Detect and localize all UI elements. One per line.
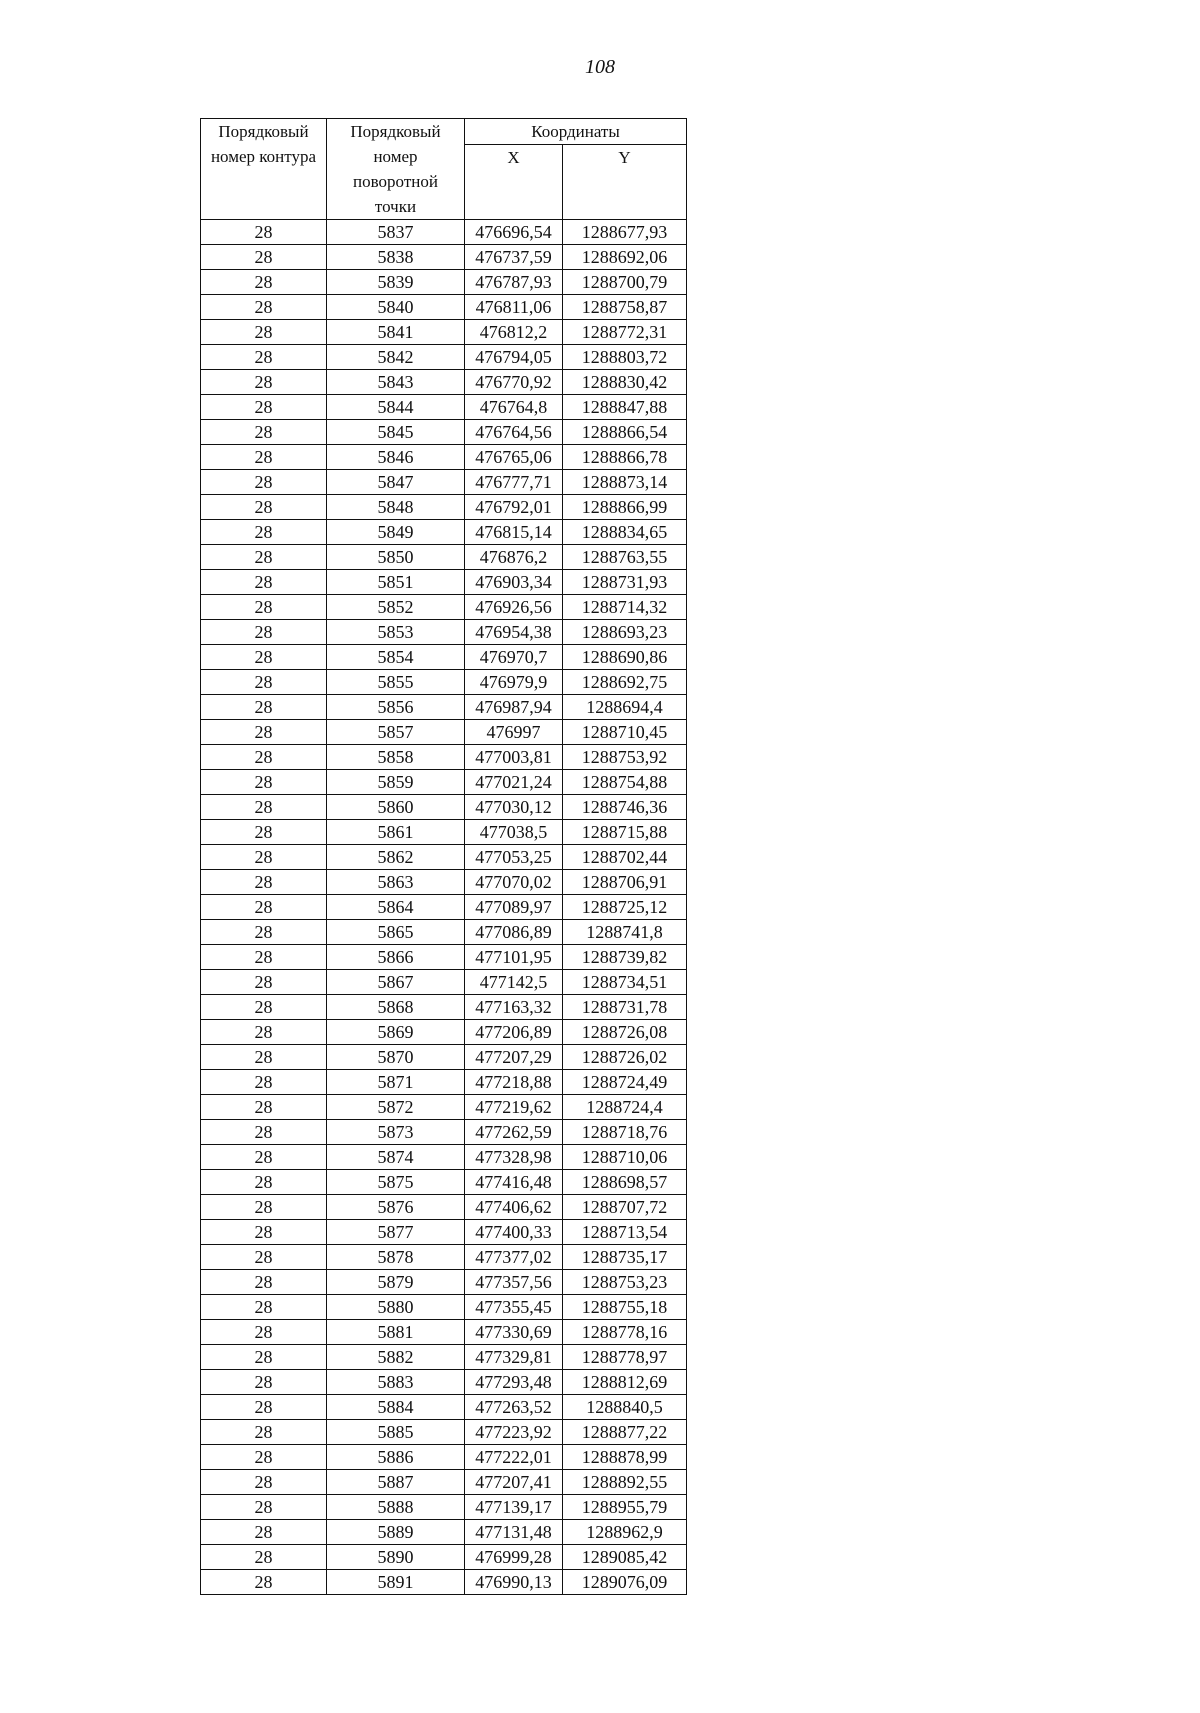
cell-y: 1288878,99 <box>563 1445 687 1470</box>
cell-x: 477219,62 <box>465 1095 563 1120</box>
table-row <box>201 570 687 595</box>
cell-point-number: 5865 <box>327 920 465 945</box>
cell-x: 477328,98 <box>465 1145 563 1170</box>
cell-contour-number: 28 <box>201 620 327 645</box>
cell-y: 1288726,08 <box>563 1020 687 1045</box>
cell-y: 1288710,45 <box>563 720 687 745</box>
cell-point-number: 5866 <box>327 945 465 970</box>
cell-y: 1288847,88 <box>563 395 687 420</box>
cell-contour-number: 28 <box>201 695 327 720</box>
cell-y: 1288706,91 <box>563 870 687 895</box>
cell-point-number: 5856 <box>327 695 465 720</box>
cell-x: 476794,05 <box>465 345 563 370</box>
table-row <box>201 1020 687 1045</box>
cell-contour-number: 28 <box>201 245 327 270</box>
cell-contour-number: 28 <box>201 920 327 945</box>
cell-contour-number: 28 <box>201 1445 327 1470</box>
cell-y: 1288731,93 <box>563 570 687 595</box>
cell-point-number: 5871 <box>327 1070 465 1095</box>
cell-point-number: 5884 <box>327 1395 465 1420</box>
table-row <box>201 1470 687 1495</box>
cell-y: 1289085,42 <box>563 1545 687 1570</box>
cell-point-number: 5874 <box>327 1145 465 1170</box>
cell-x: 476764,8 <box>465 395 563 420</box>
cell-y: 1288755,18 <box>563 1295 687 1320</box>
table-row <box>201 1045 687 1070</box>
cell-x: 476926,56 <box>465 595 563 620</box>
cell-contour-number: 28 <box>201 1170 327 1195</box>
table-row <box>201 720 687 745</box>
cell-x: 476787,93 <box>465 270 563 295</box>
table-row <box>201 995 687 1020</box>
cell-contour-number: 28 <box>201 1145 327 1170</box>
cell-x: 476876,2 <box>465 545 563 570</box>
table-row <box>201 1320 687 1345</box>
cell-x: 476970,7 <box>465 645 563 670</box>
cell-point-number: 5838 <box>327 245 465 270</box>
table-row <box>201 1295 687 1320</box>
cell-contour-number: 28 <box>201 645 327 670</box>
cell-contour-number: 28 <box>201 1045 327 1070</box>
table-row <box>201 520 687 545</box>
cell-point-number: 5877 <box>327 1220 465 1245</box>
cell-contour-number: 28 <box>201 595 327 620</box>
cell-x: 477003,81 <box>465 745 563 770</box>
table-row <box>201 1545 687 1570</box>
cell-contour-number: 28 <box>201 795 327 820</box>
cell-contour-number: 28 <box>201 1345 327 1370</box>
cell-y: 1288873,14 <box>563 470 687 495</box>
table-row <box>201 370 687 395</box>
cell-y: 1288694,4 <box>563 695 687 720</box>
cell-y: 1288741,8 <box>563 920 687 945</box>
table-row <box>201 445 687 470</box>
cell-contour-number: 28 <box>201 1495 327 1520</box>
cell-point-number: 5854 <box>327 645 465 670</box>
cell-contour-number: 28 <box>201 745 327 770</box>
cell-y: 1288710,06 <box>563 1145 687 1170</box>
cell-contour-number: 28 <box>201 1070 327 1095</box>
cell-y: 1288692,06 <box>563 245 687 270</box>
table-row <box>201 920 687 945</box>
table-row <box>201 620 687 645</box>
cell-y: 1288754,88 <box>563 770 687 795</box>
cell-x: 477355,45 <box>465 1295 563 1320</box>
cell-contour-number: 28 <box>201 1020 327 1045</box>
cell-x: 477038,5 <box>465 820 563 845</box>
cell-x: 476811,06 <box>465 295 563 320</box>
cell-point-number: 5839 <box>327 270 465 295</box>
cell-point-number: 5846 <box>327 445 465 470</box>
cell-contour-number: 28 <box>201 295 327 320</box>
cell-x: 476999,28 <box>465 1545 563 1570</box>
cell-x: 477030,12 <box>465 795 563 820</box>
cell-point-number: 5855 <box>327 670 465 695</box>
cell-point-number: 5876 <box>327 1195 465 1220</box>
cell-y: 1288713,54 <box>563 1220 687 1245</box>
table-row <box>201 295 687 320</box>
cell-x: 477086,89 <box>465 920 563 945</box>
cell-y: 1288753,23 <box>563 1270 687 1295</box>
cell-y: 1288803,72 <box>563 345 687 370</box>
cell-x: 477070,02 <box>465 870 563 895</box>
table-row <box>201 1495 687 1520</box>
cell-contour-number: 28 <box>201 970 327 995</box>
cell-contour-number: 28 <box>201 220 327 245</box>
cell-x: 477222,01 <box>465 1445 563 1470</box>
cell-x: 477218,88 <box>465 1070 563 1095</box>
cell-point-number: 5859 <box>327 770 465 795</box>
cell-point-number: 5850 <box>327 545 465 570</box>
table-row <box>201 1070 687 1095</box>
cell-point-number: 5847 <box>327 470 465 495</box>
cell-point-number: 5882 <box>327 1345 465 1370</box>
table-row <box>201 770 687 795</box>
cell-point-number: 5848 <box>327 495 465 520</box>
table-row <box>201 1420 687 1445</box>
cell-point-number: 5879 <box>327 1270 465 1295</box>
cell-point-number: 5860 <box>327 795 465 820</box>
cell-point-number: 5883 <box>327 1370 465 1395</box>
cell-y: 1288812,69 <box>563 1370 687 1395</box>
cell-x: 477400,33 <box>465 1220 563 1245</box>
cell-contour-number: 28 <box>201 1570 327 1595</box>
cell-point-number: 5861 <box>327 820 465 845</box>
table-row <box>201 1220 687 1245</box>
cell-contour-number: 28 <box>201 1470 327 1495</box>
table-row <box>201 495 687 520</box>
cell-y: 1288700,79 <box>563 270 687 295</box>
cell-contour-number: 28 <box>201 1195 327 1220</box>
cell-x: 477089,97 <box>465 895 563 920</box>
table-row <box>201 745 687 770</box>
cell-contour-number: 28 <box>201 1295 327 1320</box>
table-row <box>201 1570 687 1595</box>
cell-contour-number: 28 <box>201 1520 327 1545</box>
cell-y: 1288734,51 <box>563 970 687 995</box>
cell-x: 476954,38 <box>465 620 563 645</box>
cell-y: 1288677,93 <box>563 220 687 245</box>
header-point-number: Порядковый номер поворотной точки <box>327 119 465 220</box>
table-row <box>201 470 687 495</box>
table-row <box>201 545 687 570</box>
cell-contour-number: 28 <box>201 395 327 420</box>
cell-x: 477021,24 <box>465 770 563 795</box>
cell-contour-number: 28 <box>201 1245 327 1270</box>
table-row <box>201 320 687 345</box>
cell-contour-number: 28 <box>201 320 327 345</box>
table-row <box>201 245 687 270</box>
table-row <box>201 970 687 995</box>
cell-x: 477329,81 <box>465 1345 563 1370</box>
cell-x: 477163,32 <box>465 995 563 1020</box>
cell-point-number: 5889 <box>327 1520 465 1545</box>
cell-contour-number: 28 <box>201 470 327 495</box>
cell-y: 1288778,16 <box>563 1320 687 1345</box>
table-row <box>201 1195 687 1220</box>
cell-x: 477053,25 <box>465 845 563 870</box>
cell-y: 1288955,79 <box>563 1495 687 1520</box>
cell-point-number: 5864 <box>327 895 465 920</box>
cell-y: 1288724,4 <box>563 1095 687 1120</box>
cell-x: 476997 <box>465 720 563 745</box>
table-row <box>201 1395 687 1420</box>
cell-point-number: 5841 <box>327 320 465 345</box>
table-body <box>201 220 687 1595</box>
cell-y: 1288718,76 <box>563 1120 687 1145</box>
cell-y: 1288698,57 <box>563 1170 687 1195</box>
cell-point-number: 5885 <box>327 1420 465 1445</box>
table-row <box>201 645 687 670</box>
table-row <box>201 1145 687 1170</box>
cell-y: 1288840,5 <box>563 1395 687 1420</box>
cell-contour-number: 28 <box>201 1320 327 1345</box>
cell-contour-number: 28 <box>201 1270 327 1295</box>
cell-x: 476987,94 <box>465 695 563 720</box>
table-row <box>201 820 687 845</box>
cell-y: 1288707,72 <box>563 1195 687 1220</box>
cell-point-number: 5852 <box>327 595 465 620</box>
cell-contour-number: 28 <box>201 770 327 795</box>
cell-point-number: 5840 <box>327 295 465 320</box>
cell-contour-number: 28 <box>201 1095 327 1120</box>
cell-point-number: 5862 <box>327 845 465 870</box>
cell-contour-number: 28 <box>201 870 327 895</box>
table-row <box>201 395 687 420</box>
cell-point-number: 5875 <box>327 1170 465 1195</box>
cell-contour-number: 28 <box>201 1545 327 1570</box>
cell-contour-number: 28 <box>201 1420 327 1445</box>
table-row <box>201 945 687 970</box>
cell-y: 1288866,99 <box>563 495 687 520</box>
cell-point-number: 5887 <box>327 1470 465 1495</box>
cell-y: 1288693,23 <box>563 620 687 645</box>
table-row <box>201 1520 687 1545</box>
cell-x: 477330,69 <box>465 1320 563 1345</box>
cell-y: 1288877,22 <box>563 1420 687 1445</box>
cell-contour-number: 28 <box>201 1370 327 1395</box>
table-header <box>201 119 687 220</box>
header-contour-number: Порядковый номер контура <box>201 119 327 220</box>
table-row <box>201 870 687 895</box>
table-row <box>201 220 687 245</box>
table-row <box>201 695 687 720</box>
cell-point-number: 5857 <box>327 720 465 745</box>
cell-y: 1288892,55 <box>563 1470 687 1495</box>
cell-x: 477101,95 <box>465 945 563 970</box>
cell-contour-number: 28 <box>201 945 327 970</box>
cell-contour-number: 28 <box>201 420 327 445</box>
cell-y: 1288753,92 <box>563 745 687 770</box>
cell-x: 477139,17 <box>465 1495 563 1520</box>
cell-x: 476815,14 <box>465 520 563 545</box>
cell-point-number: 5843 <box>327 370 465 395</box>
cell-point-number: 5844 <box>327 395 465 420</box>
table-row <box>201 1120 687 1145</box>
cell-point-number: 5872 <box>327 1095 465 1120</box>
coordinates-table <box>200 118 687 1595</box>
cell-x: 477142,5 <box>465 970 563 995</box>
cell-x: 477416,48 <box>465 1170 563 1195</box>
cell-point-number: 5868 <box>327 995 465 1020</box>
cell-x: 476979,9 <box>465 670 563 695</box>
table-row <box>201 1095 687 1120</box>
cell-point-number: 5869 <box>327 1020 465 1045</box>
cell-contour-number: 28 <box>201 270 327 295</box>
cell-contour-number: 28 <box>201 520 327 545</box>
header-x: X <box>465 145 563 220</box>
cell-y: 1289076,09 <box>563 1570 687 1595</box>
cell-point-number: 5867 <box>327 970 465 995</box>
table-row <box>201 595 687 620</box>
cell-x: 477357,56 <box>465 1270 563 1295</box>
cell-contour-number: 28 <box>201 895 327 920</box>
cell-point-number: 5873 <box>327 1120 465 1145</box>
cell-y: 1288866,54 <box>563 420 687 445</box>
cell-x: 476812,2 <box>465 320 563 345</box>
cell-point-number: 5870 <box>327 1045 465 1070</box>
cell-x: 476792,01 <box>465 495 563 520</box>
cell-y: 1288714,32 <box>563 595 687 620</box>
header-y: Y <box>563 145 687 220</box>
cell-point-number: 5853 <box>327 620 465 645</box>
table-row <box>201 1445 687 1470</box>
cell-y: 1288731,78 <box>563 995 687 1020</box>
cell-point-number: 5842 <box>327 345 465 370</box>
cell-y: 1288778,97 <box>563 1345 687 1370</box>
cell-x: 477406,62 <box>465 1195 563 1220</box>
cell-point-number: 5858 <box>327 745 465 770</box>
page-number: 108 <box>585 56 615 78</box>
cell-y: 1288725,12 <box>563 895 687 920</box>
header-coordinates: Координаты <box>465 119 687 145</box>
table-row <box>201 1345 687 1370</box>
cell-contour-number: 28 <box>201 1120 327 1145</box>
cell-y: 1288962,9 <box>563 1520 687 1545</box>
cell-y: 1288830,42 <box>563 370 687 395</box>
cell-y: 1288772,31 <box>563 320 687 345</box>
cell-y: 1288715,88 <box>563 820 687 845</box>
cell-x: 477206,89 <box>465 1020 563 1045</box>
cell-contour-number: 28 <box>201 495 327 520</box>
cell-y: 1288834,65 <box>563 520 687 545</box>
table-row <box>201 1245 687 1270</box>
cell-y: 1288758,87 <box>563 295 687 320</box>
cell-x: 477223,92 <box>465 1420 563 1445</box>
cell-y: 1288746,36 <box>563 795 687 820</box>
cell-point-number: 5891 <box>327 1570 465 1595</box>
cell-x: 476777,71 <box>465 470 563 495</box>
cell-x: 476765,06 <box>465 445 563 470</box>
cell-point-number: 5863 <box>327 870 465 895</box>
cell-contour-number: 28 <box>201 720 327 745</box>
cell-contour-number: 28 <box>201 845 327 870</box>
table-row <box>201 1370 687 1395</box>
cell-x: 477377,02 <box>465 1245 563 1270</box>
table-row <box>201 345 687 370</box>
cell-point-number: 5890 <box>327 1545 465 1570</box>
cell-contour-number: 28 <box>201 1220 327 1245</box>
cell-x: 476903,34 <box>465 570 563 595</box>
cell-x: 476770,92 <box>465 370 563 395</box>
cell-y: 1288739,82 <box>563 945 687 970</box>
cell-point-number: 5881 <box>327 1320 465 1345</box>
cell-y: 1288692,75 <box>563 670 687 695</box>
table-row <box>201 845 687 870</box>
table-row <box>201 1170 687 1195</box>
cell-x: 477207,41 <box>465 1470 563 1495</box>
cell-y: 1288726,02 <box>563 1045 687 1070</box>
cell-point-number: 5849 <box>327 520 465 545</box>
cell-x: 477131,48 <box>465 1520 563 1545</box>
table-row <box>201 895 687 920</box>
cell-contour-number: 28 <box>201 445 327 470</box>
cell-point-number: 5886 <box>327 1445 465 1470</box>
cell-x: 476764,56 <box>465 420 563 445</box>
cell-contour-number: 28 <box>201 670 327 695</box>
cell-y: 1288702,44 <box>563 845 687 870</box>
table-row <box>201 270 687 295</box>
cell-x: 476990,13 <box>465 1570 563 1595</box>
cell-contour-number: 28 <box>201 820 327 845</box>
cell-x: 477293,48 <box>465 1370 563 1395</box>
table-row <box>201 420 687 445</box>
cell-y: 1288690,86 <box>563 645 687 670</box>
cell-x: 476696,54 <box>465 220 563 245</box>
table-row <box>201 670 687 695</box>
cell-y: 1288724,49 <box>563 1070 687 1095</box>
cell-y: 1288866,78 <box>563 445 687 470</box>
cell-point-number: 5888 <box>327 1495 465 1520</box>
cell-contour-number: 28 <box>201 1395 327 1420</box>
cell-x: 477262,59 <box>465 1120 563 1145</box>
cell-contour-number: 28 <box>201 345 327 370</box>
cell-point-number: 5845 <box>327 420 465 445</box>
table-row <box>201 1270 687 1295</box>
cell-x: 477207,29 <box>465 1045 563 1070</box>
cell-contour-number: 28 <box>201 995 327 1020</box>
cell-y: 1288735,17 <box>563 1245 687 1270</box>
cell-point-number: 5851 <box>327 570 465 595</box>
cell-contour-number: 28 <box>201 370 327 395</box>
cell-contour-number: 28 <box>201 545 327 570</box>
cell-x: 477263,52 <box>465 1395 563 1420</box>
cell-point-number: 5878 <box>327 1245 465 1270</box>
cell-point-number: 5837 <box>327 220 465 245</box>
table-row <box>201 795 687 820</box>
cell-x: 476737,59 <box>465 245 563 270</box>
cell-point-number: 5880 <box>327 1295 465 1320</box>
cell-contour-number: 28 <box>201 570 327 595</box>
cell-y: 1288763,55 <box>563 545 687 570</box>
